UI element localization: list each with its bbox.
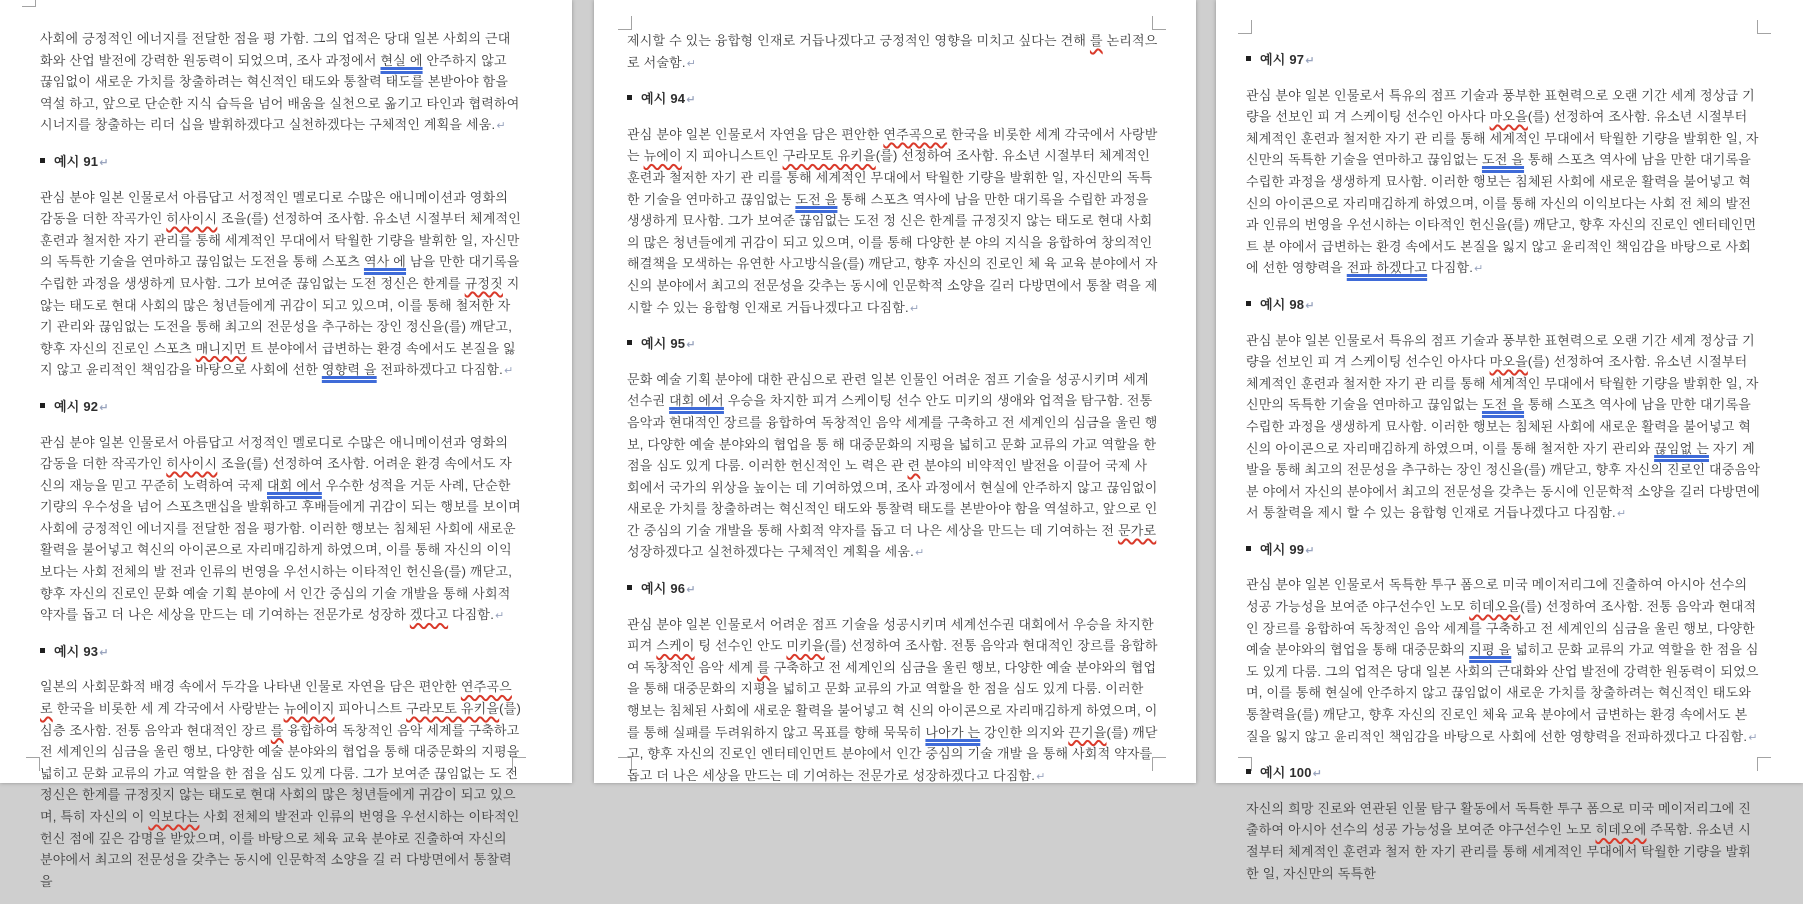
document-page — [0, 0, 572, 889]
body-text: 관심 분야 일본 인물로서 아름답고 서정적인 멜로디로 수많은 애니메이션과 영화의 감동을 더한 작곡가인 — [40, 434, 509, 472]
page-text — [1246, 36, 1763, 896]
example-heading[interactable] — [40, 151, 522, 175]
spelling-error-underline[interactable]: 히데오에 — [1595, 822, 1647, 838]
margin-crop-mark — [618, 16, 632, 30]
paragraph-mark: ↵ — [686, 57, 697, 70]
body-text: 우수한 성적을 거둔 사례, 단순한 기량의 우수성을 넘어 스포츠맨십을 발휘하고 후배들에게 귀감이 되는 행보를 보이며 사회에 긍정적인 에너지를 전달한 점을 평가함. 이러한 행보는 침체된 사회에 새로운 활력을 불어넣고 혁신의 아이콘으로 자리매김하게 하였으며, 이를 통해 자신의 이익보다는 사회 전체의 발 전과 인류의 번영을 우선시하는 이타적인 헌신을(를) 깨닫고, 향후 자신의 진로인 문화 예술 기획 분야에 서 인간 중심의 기술 개발을 통해 사회적 약자를 돕고 더 나은 세상을 만드는 데 기여하는 전문가로 성장하 — [40, 477, 521, 623]
body-text: 우승을 차지한 피겨 스케이팅 선수 안도 미키의 생애와 업적을 탐구함. 전통 음악과 현대적인 장르를 융합하여 독창적인 음악 세계를 구축하고 전 세계인의 심금을 울린 행보, 다양한 예술 분야와의 협업을 통 해 대중문화의 지평을 넓히고 문화 교류의 가교 역할을 한 점을 심도 있게 다룸. 이러한 헌신적인 노 력은 관 — [627, 393, 1158, 474]
paragraph-mark: ↵ — [686, 339, 696, 352]
body-text: 사회 전체의 발전과 인류의 번영을 우선시하는 이타적인 헌신 점에 깊은 감명을 받았으며, 이를 바탕으로 체육 교육 분야로 진출하여 자신의 분야에서 최고의 전문성을 갖추는 동시에 인문학적 소양을 길 러 다방면에서 통찰력을 — [40, 809, 520, 889]
spelling-error-underline[interactable]: 련 — [907, 458, 921, 474]
list-bullet-icon — [1246, 546, 1251, 551]
margin-crop-mark — [1238, 20, 1252, 34]
grammar-error-underline[interactable]: 지평 을 — [1469, 642, 1512, 658]
paragraph[interactable] — [627, 614, 1160, 789]
body-text: 강인한 의지와 — [980, 724, 1069, 740]
example-heading[interactable] — [1246, 49, 1763, 73]
body-text: (를) 선정하여 조사함. 유소년 시절부터 체계적인 훈련과 철저한 자기 관 리를 통해 세계적인 무대에서 탁월한 기량을 발휘한 일, 자신만의 독특한 기술을 연마하고 끊임없는 — [627, 148, 1153, 207]
spelling-error-underline[interactable]: 뉴에이지 — [283, 701, 335, 717]
body-text: 트 분야에서 급변하는 환경 속에서도 본질을 잃지 않고 윤리적인 책임감을 바탕으로 사회에 선한 — [40, 340, 516, 378]
example-heading[interactable] — [40, 396, 522, 420]
margin-crop-mark — [22, 0, 36, 7]
paragraph-mark: ↵ — [99, 401, 109, 414]
body-text: (를) 깨닫고, 향후 자신의 진로인 엔터테인먼트 분야에서 인간 중심의 기술 개발 을 통해 사회적 약자를 돕고 더 나은 세상을 만드는 데 기여하는 전문가로 성장하겠다고 다짐함. — [627, 724, 1158, 783]
body-text: 한국을 비롯한 세계 각국에서 사랑받는 — [627, 126, 1158, 164]
spelling-error-underline[interactable]: 마오을 — [1489, 109, 1528, 125]
paragraph-mark: ↵ — [914, 547, 925, 560]
example-heading[interactable] — [627, 578, 1160, 602]
body-text: 팅 선수인 안도 — [694, 638, 787, 654]
spelling-error-underline[interactable]: 익보다는 — [148, 809, 200, 824]
example-heading[interactable] — [1246, 539, 1763, 563]
paragraph[interactable] — [40, 432, 522, 628]
paragraph-mark: ↵ — [686, 94, 696, 107]
list-bullet-icon — [1246, 769, 1251, 774]
body-text: 관심 분야 일본 인물로서 어려운 점프 기술을 성공시키며 세계선수권 대회에서 우승을 차지한 피겨 — [627, 616, 1154, 654]
grammar-error-underline[interactable]: 도전 을 — [1481, 397, 1525, 413]
paragraph-mark: ↵ — [1305, 544, 1315, 557]
grammar-error-underline[interactable]: 현실 에 — [380, 52, 423, 68]
spelling-error-underline[interactable]: 구라모토 유키을 — [782, 148, 876, 164]
spelling-error-underline[interactable]: 겠다고 — [409, 607, 449, 623]
list-bullet-icon — [40, 403, 45, 408]
body-text: 융합하여 독창적인 음악 세계를 구축하고 전 세계인의 심금을 울린 행보, 다양한 예술 분야와의 협업을 통해 대중문화의 지평을 넓히고 문화 교류의 가교 역할을 한 점을 심도 있게 다룸. 그가 보여준 끊임없는 도 전 정신은 한계를 규정짓지 않는 태도로 현대 사회의 많은 청년들에게 귀감이 되고 있으며, 특히 자신의 이 — [40, 722, 520, 824]
spelling-error-underline[interactable]: 히사이시 — [166, 456, 218, 472]
body-text: 조을(를) 선정하여 조사함. 유소년 시절부터 체계적인 훈련과 철저한 자기 관리를 통해 세계적인 무대에서 탁월한 기량을 발휘한 일, 자신만의 독특한 기술을 연마하고 끊임없는 도전을 통해 스포츠 — [40, 211, 521, 270]
paragraph-mark: ↵ — [1748, 731, 1758, 744]
grammar-error-underline[interactable]: 전파 하겠다고 — [1346, 260, 1428, 276]
spelling-error-underline[interactable]: 미키을 — [786, 638, 825, 654]
paragraph[interactable] — [627, 369, 1160, 565]
body-text: 안주하지 않고 끊임없이 새로운 가치를 창출하려는 혁신적인 태도와 통찰력 태도를 본받아야 함을 역설 하고, 앞으로 단순한 지식 습득을 넘어 배움을 실천으로 옮기고 타인과 협력하여 시너지를 창출하는 리더 십을 발휘하겠다고 실천하겠다는 구체적인 계획을 세움. — [40, 52, 520, 133]
page-text — [627, 30, 1160, 800]
body-text: 남을 만한 대기록을 수립한 과정을 생생하게 묘사함. 그가 보여준 끊임없는 도전 정신은 한계를 — [40, 254, 520, 291]
spelling-error-underline[interactable]: 매니지먼 — [195, 340, 247, 356]
spelling-error-underline[interactable]: 를 — [1089, 33, 1103, 48]
body-text: 문화 예술 기획 분야에 대한 관심으로 관련 일본 인물인 어려운 점프 기술을 성공시키며 세계선수권 — [627, 371, 1149, 409]
margin-crop-mark — [1152, 16, 1166, 30]
body-text: 관심 분야 일본 인물로서 아름답고 서정적인 멜로디로 수많은 애니메이션과 영화의 감동을 더한 작곡가인 — [40, 189, 509, 227]
body-text: 사회에 긍정적인 에너지를 전달한 점을 평 가함. 그의 업적은 당대 일본 사회의 근대화와 산업 발전에 강력한 원동력이 되었으며, 조사 과정에서 — [40, 31, 511, 68]
grammar-error-underline[interactable]: 도전 을 — [795, 191, 838, 207]
body-text: 한국을 비롯한 세 계 각국에서 사랑받는 — [52, 701, 284, 717]
paragraph-mark: ↵ — [495, 610, 505, 623]
body-text: 구축하고 전 세계인의 심금을 울린 행보, 다양한 예술 분야와의 협업을 통해 대중문화의 지평을 넓히고 문화 교류의 가교 역할을 한 점을 심도 있게 다룸. 이러한 행보는 침체된 사회에 새로운 활력을 불어넣고 혁 신의 아이콘으로 자리매김하게 하였으며, 이를 통해 실패를 두려워하지 않고 목표를 향해 묵묵히 — [627, 659, 1158, 740]
body-text: 통해 스포츠 역사에 남을 만한 대기록을 수립한 과정을 생생하게 묘사함. 그가 보여준 끊임없는 도전 정 신은 한계를 규정짓지 않는 태도로 현대 사회의 많은 청년들에게 귀감이 되고 있으며, 이를 통해 다양한 분 야의 지식을 융합하여 창의적인 해결책을 모색하는 유연한 사고방식을(를) 깨닫고, 향후 자신의 진로인 체 육 교육 분야에서 자신의 분야에서 최고의 전문성을 갖추는 동시에 인문학적 소양을 길러 다방면에서 통찰 력을 제시할 수 있는 융합형 인재로 거듭나겠다고 다짐함. — [627, 191, 1158, 315]
body-text: 전파하겠다고 다짐함. — [376, 362, 503, 378]
example-heading-label: 예시 92 — [54, 398, 99, 414]
example-heading-label: 예시 96 — [641, 581, 686, 597]
example-heading-label: 예시 93 — [54, 643, 99, 659]
paragraph-mark: ↵ — [496, 120, 506, 133]
paragraph[interactable] — [1246, 574, 1763, 749]
body-text: 지 않는 태도로 현대 사회의 많은 청년들에게 귀감이 되고 있으며, 이를 통해 철저한 자기 관리와 끊임없는 도전을 통해 최고의 전문성을 추구하는 장인 정신을(를) 깨닫고, 향후 자신의 진로인 스포츠 — [40, 275, 520, 356]
grammar-error-underline[interactable]: 끊임없 는 — [1654, 440, 1709, 456]
example-heading[interactable] — [40, 641, 522, 665]
body-text: 넓히고 문화 교류의 가교 역할을 한 점을 심도 있게 다룸. 그의 업적은 당대 일본 사회의 근대화와 산업 발전에 강력한 원동력이 되었으며, 이를 통해 현실에 안주하지 않고 끊임없이 새로운 가치를 창출하려는 혁신적인 태도와 통찰력을(를) 깨닫고, 향후 자신의 진로인 체육 교육 분야에서 급변하는 환경 속에서도 본 질을 잃지 않고 윤리적인 책임감을 바탕으로 사회에 선한 영향력을 전파하겠다고 다짐함. — [1246, 642, 1759, 744]
paragraph-mark: ↵ — [1305, 55, 1315, 67]
paragraph-mark: ↵ — [99, 156, 109, 169]
body-text: 다짐함. — [1427, 260, 1474, 276]
example-heading-label: 예시 91 — [54, 153, 99, 169]
paragraph[interactable] — [1246, 85, 1763, 281]
list-bullet-icon — [627, 585, 632, 590]
paragraph[interactable] — [1246, 798, 1763, 884]
body-text: 관심 분야 일본 인물로서 자연을 담은 편안한 — [627, 126, 884, 142]
paragraph-mark: ↵ — [1312, 768, 1323, 781]
spelling-error-underline[interactable]: 스케이 — [656, 638, 695, 654]
spelling-error-underline[interactable]: 끈기을 — [1068, 724, 1107, 740]
paragraph-mark: ↵ — [99, 646, 109, 659]
list-bullet-icon — [40, 158, 45, 163]
spelling-error-underline[interactable]: 연주곡으로 — [40, 679, 512, 717]
example-heading-label: 예시 98 — [1260, 296, 1305, 312]
example-heading-label: 예시 97 — [1260, 52, 1305, 67]
spelling-error-underline[interactable]: 연주곡으로 — [883, 126, 948, 142]
body-text: 일본의 사회문화적 배경 속에서 두각을 나타낸 인물로 자연을 담은 편안한 — [40, 679, 461, 695]
margin-crop-mark — [26, 757, 40, 771]
list-bullet-icon — [627, 340, 632, 345]
body-text: (를) 선정하여 조사함. 유소년 시절부터 체계적인 훈련과 철저한 자기 관 리를 통해 세계적인 무대에서 탁월한 기량을 발휘한 일, 자신만의 독특한 기술을 연마하고 끊임없는 — [1246, 354, 1759, 413]
example-heading-label: 예시 95 — [641, 336, 686, 352]
paragraph[interactable] — [1246, 330, 1763, 526]
list-bullet-icon — [40, 648, 45, 653]
example-heading[interactable] — [1246, 762, 1763, 786]
list-bullet-icon — [1246, 56, 1251, 61]
body-text: (를) 선정하여 조사함. 전통 음악과 현대적인 장르를 융합하여 독창적인 음악 세계 — [627, 638, 1158, 675]
spelling-error-underline[interactable]: 를 — [270, 722, 284, 738]
paragraph-mark: ↵ — [686, 584, 696, 597]
document-page — [1216, 0, 1803, 881]
example-heading[interactable] — [627, 333, 1160, 357]
spelling-error-underline[interactable]: 구라모토 유키을 — [406, 701, 500, 717]
example-heading[interactable] — [627, 88, 1160, 112]
spelling-error-underline[interactable]: 히사이시 — [166, 211, 218, 227]
body-text: 조을(를) 선정하여 조사함. 어려운 환경 속에서도 자신의 재능을 믿고 꾸준히 노력하여 국제 — [40, 456, 513, 493]
paragraph-mark: ↵ — [909, 302, 920, 315]
body-text: (를) 선정하여 조사함. 유소년 시절부터 체계적인 훈련과 철저한 자기 관 리를 통해 세계적인 무대에서 탁월한 기량을 발휘한 일, 자신만의 독특한 기술을 연마하고 끊임없는 — [1246, 109, 1759, 168]
page-text — [40, 28, 522, 904]
body-text: 통해 스포츠 역사에 남을 만한 대기록을 수립한 과정을 생생하게 묘사함. 이러한 행보는 침체된 사회에 새로운 활력을 불어넣고 혁신의 아이콘으로 자리매김하게 하였으며, 이를 통해 철저한 자기 관리와 — [1246, 397, 1752, 456]
grammar-error-underline[interactable]: 도전 을 — [1481, 152, 1525, 168]
body-text: 주목함. 유소년 시절부터 체계적인 훈련과 철저 한 자기 관리를 통해 세계적인 무대에서 탁월한 기량을 발휘한 일, 자신만의 독특한 — [1246, 822, 1752, 881]
paragraph[interactable] — [40, 676, 522, 892]
spelling-error-underline[interactable]: 마오을 — [1489, 354, 1528, 370]
paragraph-mark: ↵ — [1474, 263, 1484, 276]
example-heading[interactable] — [1246, 294, 1763, 318]
paragraph[interactable] — [40, 187, 522, 383]
spelling-error-underline[interactable]: 히데오을 — [1469, 599, 1521, 615]
body-text: 지 피아니스트인 — [681, 148, 783, 164]
example-heading-label: 예시 99 — [1260, 541, 1305, 557]
body-text: 자신의 희망 진로와 연관된 인물 탐구 활동에서 독특한 투구 폼으로 미국 메이저리그에 진출하여 아시아 선수의 성공 가능성을 보여준 야구선수인 노모 — [1246, 800, 1752, 838]
paragraph[interactable] — [627, 30, 1160, 75]
example-heading-label: 예시 94 — [641, 91, 686, 107]
list-bullet-icon — [1246, 301, 1251, 306]
body-text: 성장하겠다고 실천하겠다는 구체적인 계획을 세움. — [627, 544, 914, 560]
grammar-error-underline[interactable]: 나아가 는 — [925, 724, 981, 740]
spelling-error-underline[interactable]: 를 — [757, 659, 770, 675]
paragraph-mark: ↵ — [503, 365, 514, 378]
body-text: 다짐함. — [448, 607, 495, 623]
margin-crop-mark — [1757, 20, 1771, 34]
body-text: 제시할 수 있는 융합형 인재로 거듭나겠다고 긍정적인 영향을 미치고 싶다는 견해 — [627, 33, 1090, 48]
spelling-error-underline[interactable]: 규정짓 — [464, 275, 503, 291]
body-text: 논리적으로 서술함. — [627, 33, 1158, 70]
body-text: 자기 계발을 통해 최고의 전문성을 추구하는 장인 정신을(를) 깨닫고, 향후 자신의 진로인 대중음악 분 야에서 자신의 분야에서 최고의 전문성을 갖추는 동시에 인문학적 소양을 길러 다방면에서 통찰력을 제시 할 수 있는 융합형 인재로 거듭나겠다고 다짐함. — [1246, 440, 1761, 521]
grammar-error-underline[interactable]: 영향력 을 — [321, 362, 377, 378]
body-text: 통해 스포츠 역사에 남을 만한 대기록을 수립한 과정을 생생하게 묘사함. 이러한 행보는 침체된 사회에 새로운 활력을 불어넣고 혁신의 아이콘으로 자리매김하게 하였으며, 이를 통해 자신의 이익보다는 사회 전 체의 발전과 인류의 번영을 우선시하는 이타적인 헌신을(를) 깨닫고, 향후 자신의 진로인 엔터테인먼트 분 야에서 급변하는 환경 속에서도 본질을 잃지 않고 윤리적인 책임감을 바탕으로 사회에 선한 영향력을 — [1246, 152, 1757, 276]
paragraph[interactable] — [627, 124, 1160, 320]
grammar-error-underline[interactable]: 역사 에 — [363, 254, 407, 270]
list-bullet-icon — [627, 95, 632, 100]
body-text: 관심 분야 일본 인물로서 독특한 투구 폼으로 미국 메이저리그에 진출하여 아시아 선수의 성공 가능성을 보여준 야구선수인 노모 — [1246, 577, 1748, 615]
document-page — [594, 0, 1196, 783]
body-text: 관심 분야 일본 인물로서 특유의 점프 기술과 풍부한 표현력으로 오랜 기간 세계 정상급 기량을 선보인 피 겨 스케이팅 선수인 아사다 — [1246, 332, 1755, 370]
body-text: 관심 분야 일본 인물로서 특유의 점프 기술과 풍부한 표현력으로 오랜 기간 세계 정상급 기량을 선보인 피 겨 스케이팅 선수인 아사다 — [1246, 87, 1755, 125]
grammar-error-underline[interactable]: 대회 에서 — [669, 393, 724, 409]
body-text: 피아니스트 — [334, 701, 407, 717]
paragraph-mark: ↵ — [1616, 508, 1627, 521]
paragraph-mark: ↵ — [1305, 299, 1315, 312]
body-text: (를) 선정하여 조사함. 전통 음악과 현대적인 장르를 융합하여 독창적인 음악 세계를 구축하고 전 세계인의 심금을 울린 행보, 다양한 예술 분야와의 협업을 통해 대중문화의 — [1246, 599, 1757, 658]
grammar-error-underline[interactable]: 대회 에서 — [267, 477, 322, 493]
example-heading-label: 예시 100 — [1260, 765, 1312, 781]
paragraph[interactable] — [40, 28, 522, 138]
paragraph-mark: ↵ — [1036, 770, 1046, 783]
spelling-error-underline[interactable]: 문가로 — [1117, 522, 1157, 538]
spelling-error-underline[interactable]: 뉴에이 — [643, 148, 682, 164]
body-text: (를) 심층 조사함. 전통 음악과 현대적인 장르 — [40, 701, 521, 738]
body-text: 분야의 비약적인 발전을 이끌어 국제 사회에서 국가의 위상을 높이는 데 기여하였으며, 조사 과정에서 현실에 안주하지 않고 끊임없이 새로운 가치를 창출하려는 혁신적인 태도와 통찰력 태도를 본받아야 함을 역설하고, 앞으로 인간 중심의 기술 개발을 통해 사회적 약자를 돕고 더 나은 세상을 만드는 데 기여하는 전 — [627, 458, 1158, 538]
